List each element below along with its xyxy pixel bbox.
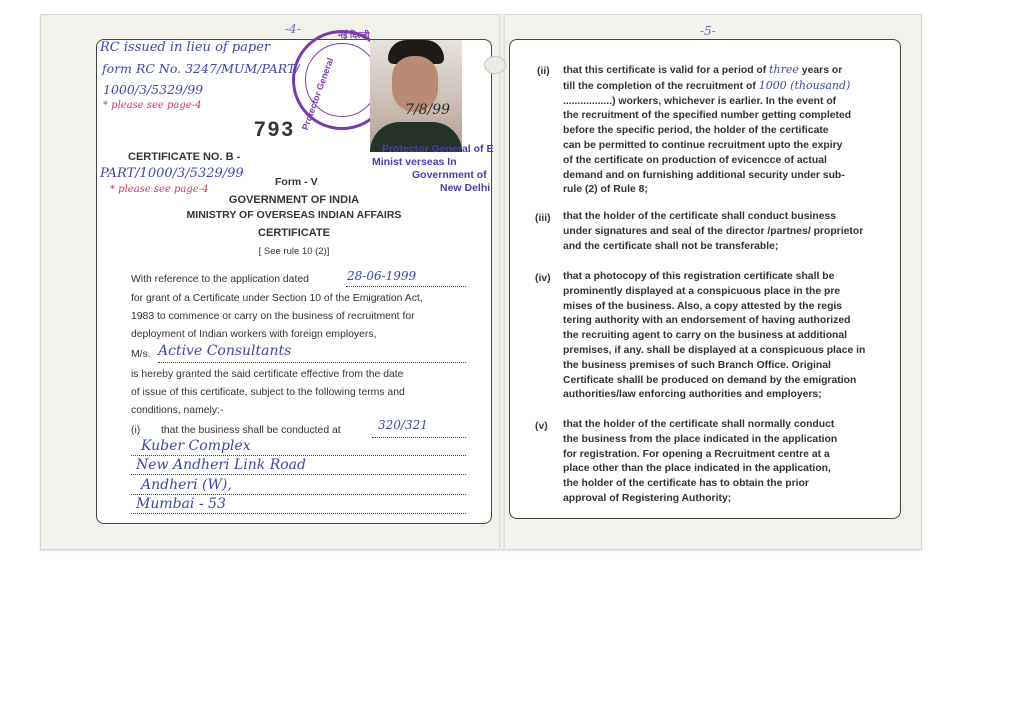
stamp-line-1: Protector General of E (382, 143, 494, 155)
handwritten-line-2: form RC No. 3247/MUM/PART/ (102, 61, 300, 76)
condition-iii-number: (iii) (535, 213, 551, 224)
condition-v-text (563, 418, 871, 507)
body-line-1: With reference to the application dated (131, 274, 309, 285)
validity-years: three (769, 63, 799, 76)
company-name: Active Consultants (158, 343, 292, 359)
condition-v-line-4: place other than the place indicated in the application, (563, 463, 831, 475)
applicant-photo (370, 40, 462, 152)
address-line-5: Mumbai - 53 (136, 496, 226, 512)
condition-iv-line-5: the recruiting agent to carry on the business at additional (563, 330, 848, 342)
condition-iv-line-1: that a photocopy of this registration certificate shall be (563, 271, 835, 282)
condition-ii-line-1: that this certificate is valid for a period of (563, 65, 770, 76)
condition-iii-line-1: that the holder of the certificate shall conduct business (563, 211, 837, 222)
stamp-line-3: Government of (412, 169, 487, 181)
address-line-3: New Andheri Link Road (136, 457, 306, 473)
address-line-1: 320/321 (378, 418, 428, 432)
condition-ii-number: (ii) (537, 66, 550, 77)
condition-iv-number: (iv) (535, 273, 551, 284)
page-number-right: -5- (700, 24, 716, 38)
ministry-heading: MINISTRY OF OVERSEAS INDIAN AFFAIRS (186, 209, 402, 221)
condition-v-line-1: that the holder of the certificate shall normally conduct (563, 419, 835, 430)
stamp-ring-text: Protector General (300, 56, 336, 132)
condition-ii-line-3: .................) workers, whichever is earlier. In the event of (563, 95, 837, 107)
condition-ii-line-1b: years or (798, 65, 843, 76)
condition-i-number: (i) (131, 425, 141, 436)
body-line-4: deployment of Indian workers with foreign employers, (131, 329, 377, 340)
condition-ii-line-2: till the completion of the recruitment of (563, 80, 759, 92)
rule-reference: [ See rule 10 (2)] (258, 246, 330, 257)
handwritten-line-1: RC issued in lieu of paper (100, 40, 271, 55)
condition-ii-line-9: rule (2) of Rule 8; (563, 184, 648, 196)
condition-iv-line-6: premises, if any. shall be displayed at a conspicuous place in (563, 344, 866, 356)
condition-ii-text (563, 63, 871, 198)
address-line-2: Kuber Complex (141, 438, 251, 454)
condition-iii-text (563, 210, 871, 254)
condition-i-text: that the business shall be conducted at (161, 425, 341, 436)
application-date: 28-06-1999 (347, 269, 417, 283)
ms-prefix: M/s. (131, 349, 151, 360)
condition-ii-line-6: can be permitted to continue recruitment upto the expiry (563, 139, 843, 151)
stamp-line-4: New Delhi (440, 182, 491, 194)
condition-iv-line-3: mises of the business. Also, a copy attested by the regis (563, 300, 843, 312)
binding-clip (484, 56, 506, 74)
body-line-2: for grant of a Certificate under Section 10 of the Emigration Act, (131, 293, 423, 304)
form-label: Form - V (275, 176, 318, 188)
certificate-number-label: CERTIFICATE NO. B - (128, 151, 241, 163)
booklet-fold (499, 14, 505, 548)
government-heading: GOVERNMENT OF INDIA (228, 194, 360, 206)
condition-iii-line-2: under signatures and seal of the director /partnes/ proprietor (563, 225, 864, 237)
condition-iv-line-4: tering authority with an endorsement of having authorized (563, 315, 851, 327)
certificate-number-note: * please see page-4 (110, 184, 209, 195)
signature: 7/8/99 (405, 102, 451, 118)
condition-iv-line-2: prominently displayed at a conspicuous place in the pre (563, 285, 841, 297)
condition-ii-line-5: before the specific period, the holder of the certificate (563, 125, 829, 137)
stamp-number: 793 (254, 118, 296, 141)
condition-iii-line-3: and the certificate shall not be transferable; (563, 240, 779, 252)
certificate-title: CERTIFICATE (258, 227, 330, 239)
address-line-4: Andheri (W), (141, 477, 232, 493)
condition-iv-text (563, 270, 871, 403)
worker-count: 1000 (thousand) (758, 78, 851, 92)
condition-v-line-5: the holder of the certificate has to obtain the prior (563, 478, 809, 490)
condition-v-line-6: approval of Registering Authority; (563, 492, 732, 504)
condition-v-line-2: the business from the place indicated in the application (563, 433, 838, 445)
body-line-8: conditions, namely:- (131, 405, 224, 416)
body-line-3: 1983 to commence or carry on the business of recruitment for (131, 311, 415, 322)
condition-iv-line-7: the business premises of such Branch Office. Original (563, 359, 831, 371)
condition-iv-line-9: authorities/law enforcing authorities and employers; (563, 389, 822, 401)
condition-ii-line-7: of the certificate on production of evicencce of actual (563, 154, 827, 166)
condition-ii-line-8: demand and on furnishing additional security under sub- (563, 169, 845, 181)
body-line-7: of issue of this certificate, subject to the following terms and (131, 387, 405, 398)
stamp-line-2: Minist verseas In (372, 156, 457, 168)
handwritten-note-top: * please see page-4 (103, 100, 202, 111)
certificate-number-value: PART/1000/3/5329/99 (100, 166, 244, 181)
condition-v-line-3: for registration. For opening a Recruitment centre at a (563, 448, 830, 460)
condition-ii-line-4: the recruitment of the specified number getting completed (563, 110, 852, 122)
condition-v-number: (v) (535, 421, 548, 432)
condition-iv-line-8: Certificate shalll be produced on demand by the emigration (563, 374, 857, 386)
page-number-left: -4- (285, 22, 301, 36)
body-line-6: is hereby granted the said certificate effective from the date (131, 369, 404, 380)
stamp-ring-top-text: नई दिल्ली (338, 30, 370, 40)
handwritten-line-3: 1000/3/5329/99 (103, 82, 204, 97)
